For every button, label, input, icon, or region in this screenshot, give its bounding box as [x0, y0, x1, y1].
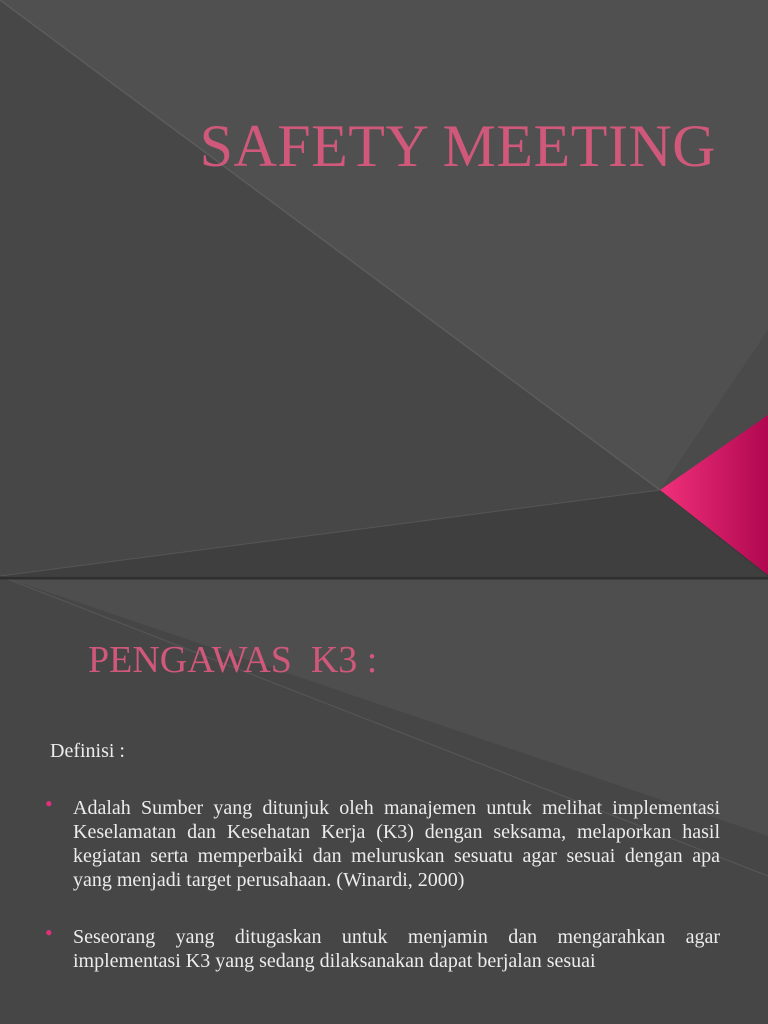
definition-label: Definisi : — [50, 740, 125, 762]
bullet-dot-icon: • — [45, 791, 53, 816]
slide-title: SAFETY MEETING — [199, 113, 716, 179]
bullet-dot-icon: • — [45, 920, 53, 945]
slide-title: PENGAWAS K3 : — [88, 639, 378, 681]
content-slide — [0, 576, 768, 1024]
bullet-item — [45, 791, 720, 892]
bullet-text: Seseorang yang ditugaskan untuk menjamin dan mengarahkan agar implementasi K3 yang sedang dilaksanakan dapat berjalan sesuai — [73, 926, 720, 972]
bullet-list — [45, 791, 720, 973]
bullet-item — [45, 920, 720, 973]
slide-content — [45, 739, 720, 1006]
bullet-text: Adalah Sumber yang ditunjuk oleh manajemen untuk melihat implementasi Keselamatan dan Kesehatan Kerja (K3) dengan seksama, melaporkan hasil kegiatan serta memperbaiki dan meluruskan sesuatu agar sesuai dengan apa yang menjadi target perusahaan. (Winardi, 2000) — [73, 797, 720, 891]
